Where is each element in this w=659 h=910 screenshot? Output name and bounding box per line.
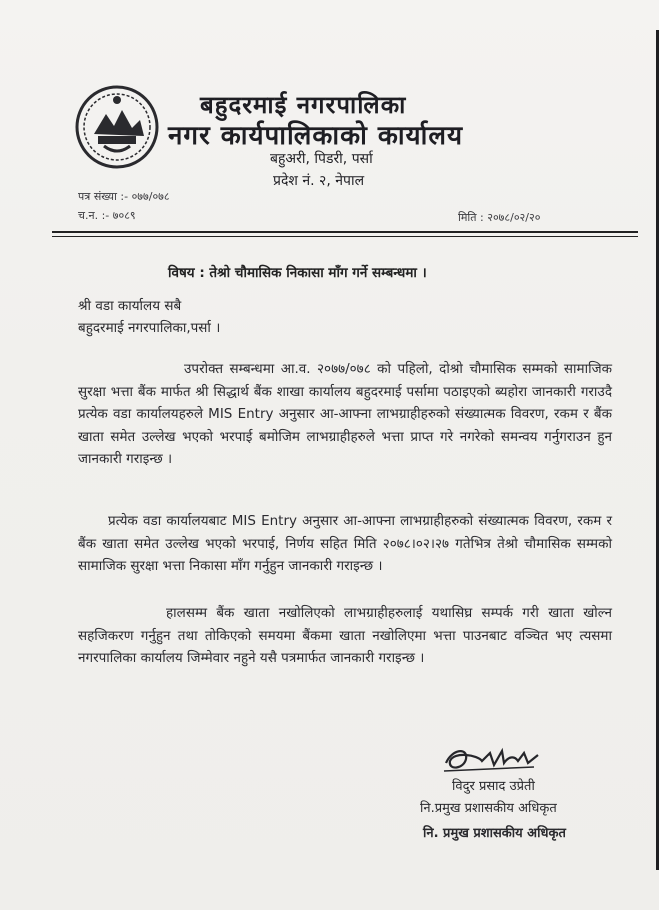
body-paragraph-2: प्रत्येक वडा कार्यालयबाट MIS Entry अनुसार आ-आफ्ना लाभग्राहीहरुको संख्यात्मक विवरण, रकम र बैंक खाता समेत उल्लेख भएको भरपाई, निर्णय सहित मिति २०७८।०२।२७ गतेभित्र तेश्रो चौमासिक सम्मको सामाजिक सुरक्षा भत्ता निकासा माँग गर्नुहुन जानकारी गराइन्छ ।: [78, 513, 612, 574]
letter-number: पत्र संख्या :- ०७७/०७८: [78, 190, 170, 203]
province-line: प्रदेश नं. २, नेपाल: [273, 173, 365, 189]
office-address: बहुअरी, पिडरी, पर्सा: [270, 151, 373, 167]
letter-subject: विषय : तेश्रो चौमासिक निकासा माँग गर्ने सम्बन्धमा ।: [168, 265, 427, 281]
municipality-name: बहुदरमाई नगरपालिका: [200, 91, 407, 119]
letter-date: मिति : २०७८/०२/२०: [458, 211, 541, 224]
addressee-line-2: बहुदरमाई नगरपालिका,पर्सा ।: [78, 320, 221, 336]
nepal-emblem-icon: [74, 84, 160, 170]
header-rule: [52, 231, 638, 233]
header-rule-thin: [52, 236, 638, 237]
body-paragraph-3: हालसम्म बैंक खाता नखोलिएको लाभग्राहीहरुलाई यथासिघ्र सम्पर्क गरी खाता खोल्न सहजिकरण गर्नुहुन तथा तोकिएको समयमा बैंकमा खाता नखोलिएमा भत्ता पाउनबाट वञ्चित भए त्यसमा नगरपालिका कार्यालय जिम्मेवार नहुने यसै पत्रमार्फत जानकारी गराइन्छ ।: [78, 605, 612, 666]
official-stamp: नि. प्रमुख प्रशासकीय अधिकृत: [423, 826, 566, 841]
signature-mark: [438, 741, 548, 779]
dispatch-number: च.न. :- ७०८९: [78, 209, 136, 222]
signatory-name: विदुर प्रसाद उप्रेती: [452, 779, 535, 794]
office-name: नगर कार्यपालिकाको कार्यालय: [168, 121, 464, 151]
signatory-title: नि.प्रमुख प्रशासकीय अधिकृत: [420, 801, 557, 816]
addressee-line-1: श्री वडा कार्यालय सबै: [78, 298, 182, 314]
body-paragraph-1: उपरोक्त सम्बन्धमा आ.व. २०७७/०७८ को पहिलो, दोश्रो चौमासिक सम्मको सामाजिक सुरक्षा भत्ता बैंक मार्फत श्री सिद्धार्थ बैंक शाखा कार्यालय बहुदरमाई पर्सामा पठाइएको ब्यहोरा जानकारी गराउदै प्रत्येक वडा कार्यालयहरुले MIS Entry अनुसार आ-आफ्ना लाभग्राहीहरुको संख्यात्मक विवरण, रकम र बैंक खाता समेत उल्लेख भएको भरपाई बमोजिम लाभग्राहीहरुले भत्ता प्राप्त गरे नगरेको समन्वय गर्नुगराउन हुन जानकारी गराइन्छ ।: [78, 361, 612, 467]
